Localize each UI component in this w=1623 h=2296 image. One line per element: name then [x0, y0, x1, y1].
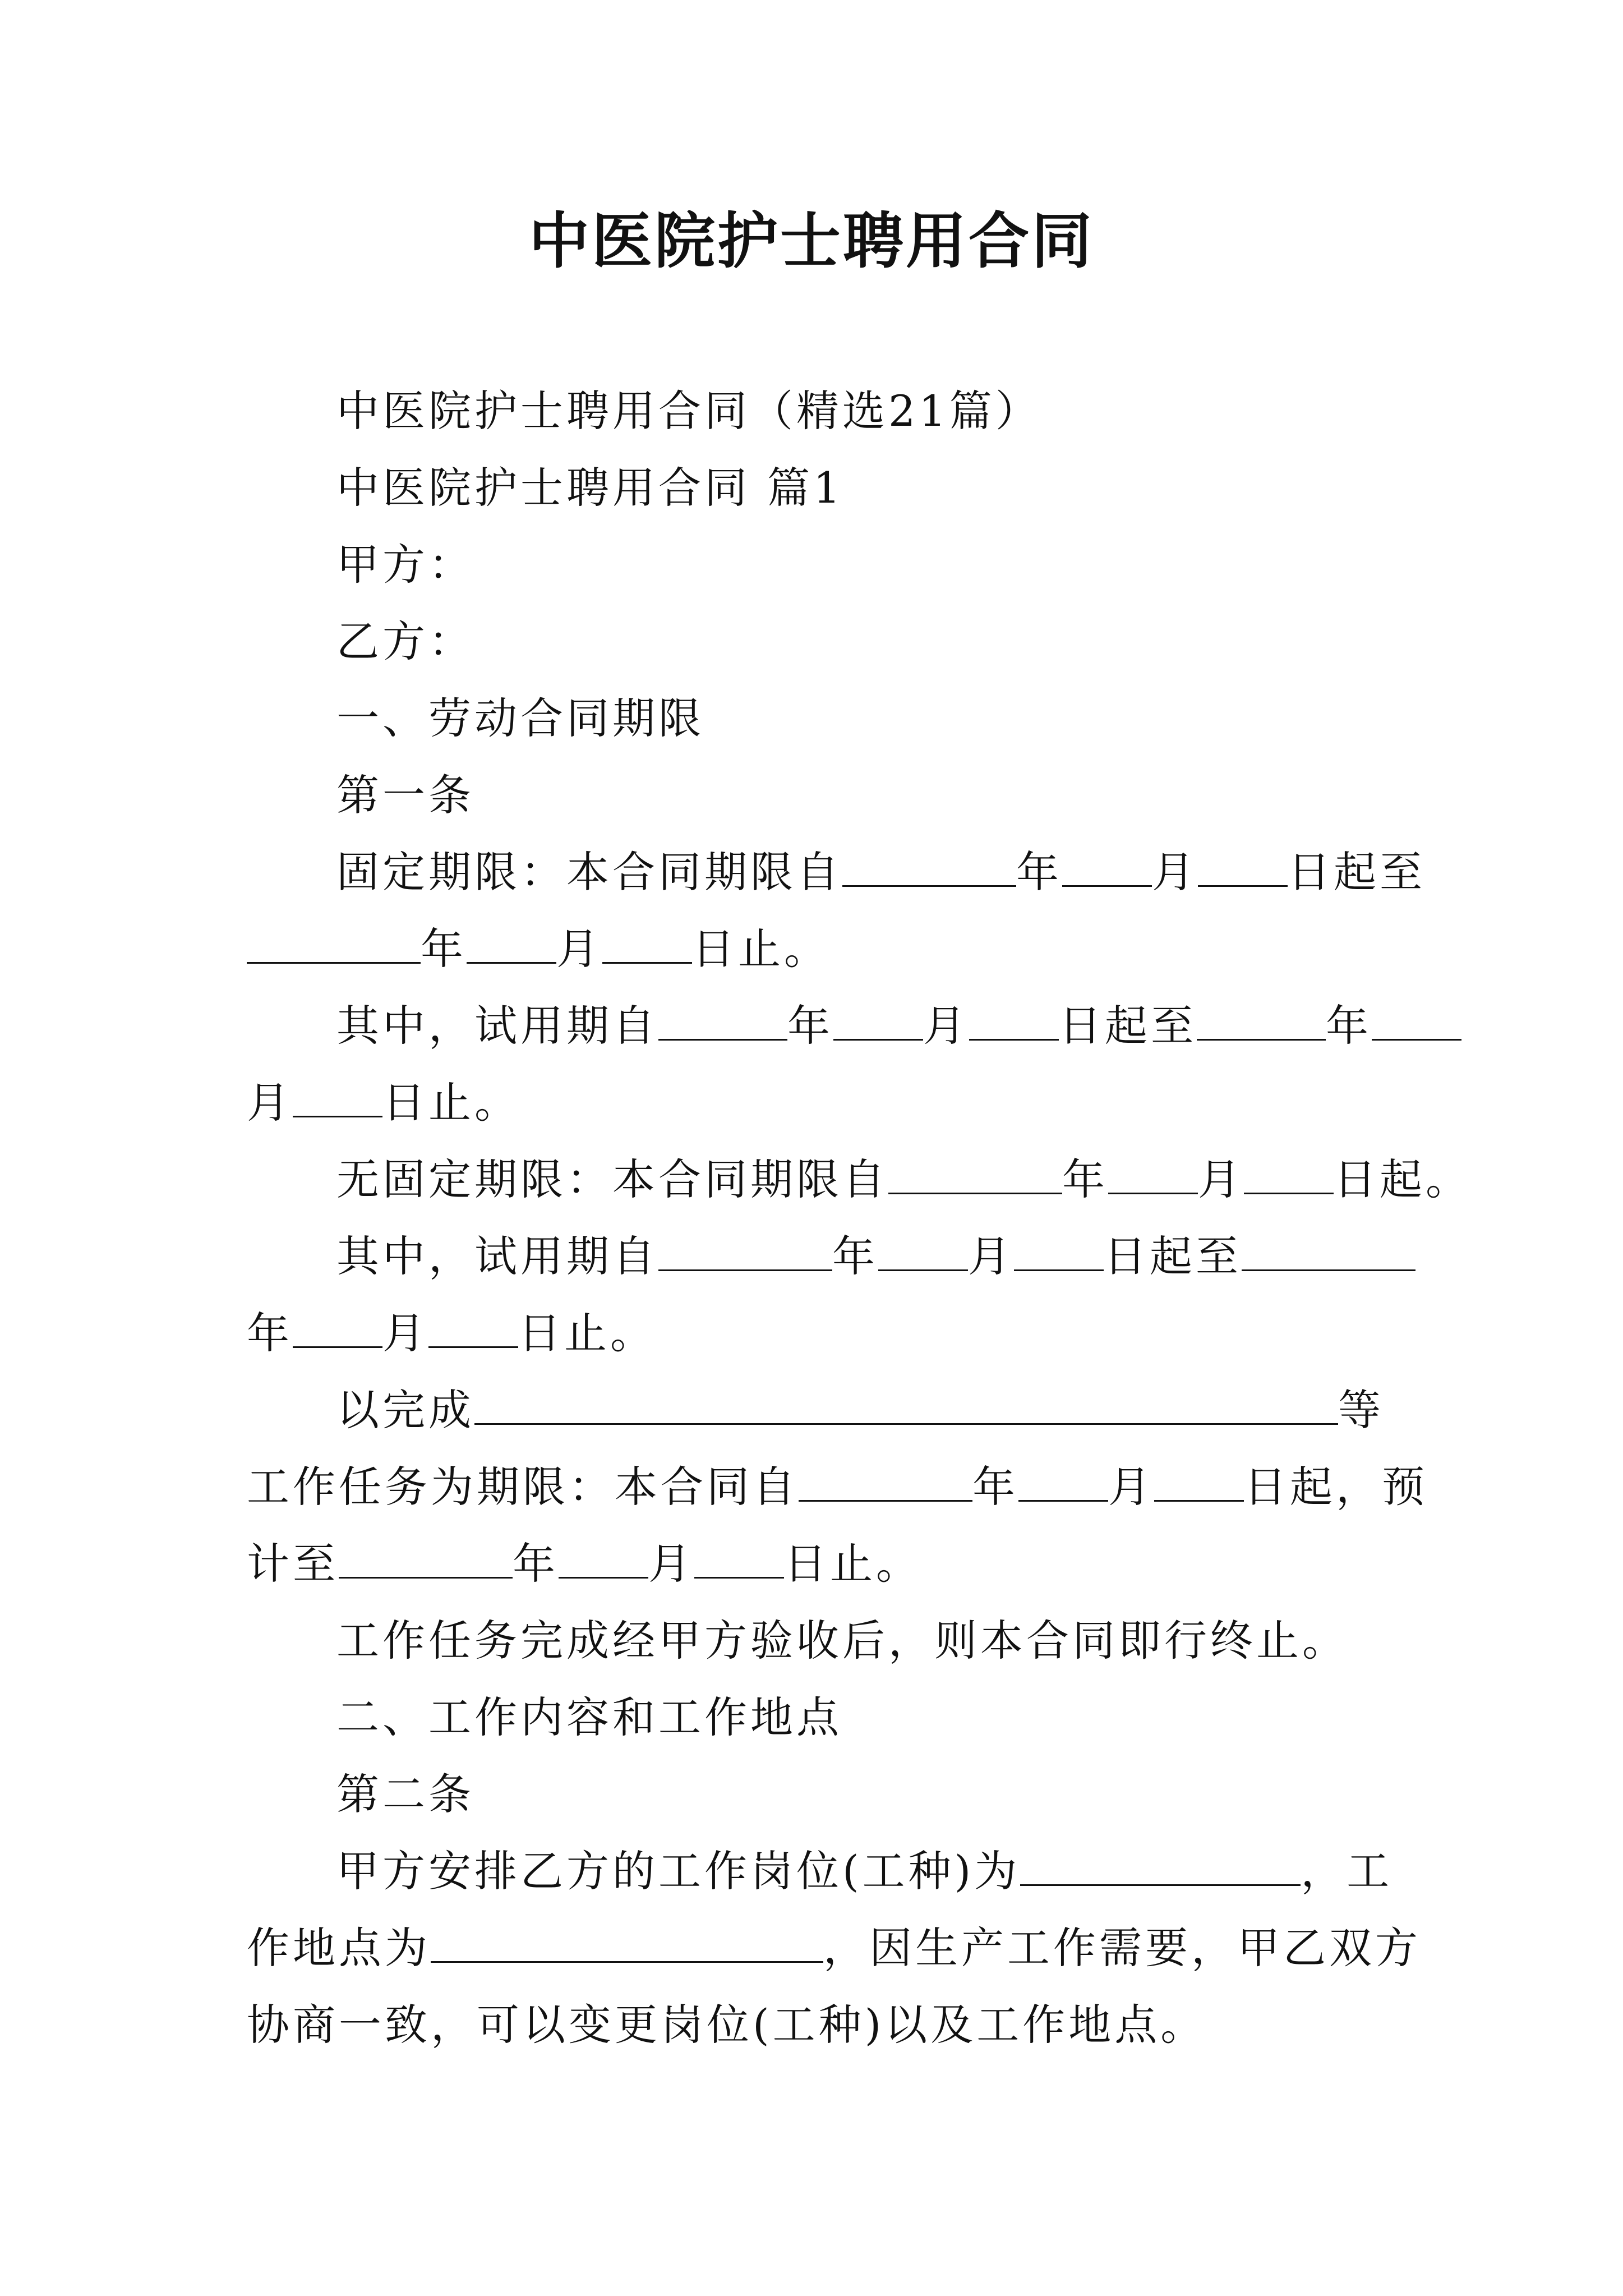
blank-field: [293, 1309, 382, 1348]
blank-field: [1197, 1002, 1326, 1041]
blank-field: [467, 925, 556, 964]
probation-line-1: 其中，试用期自 年 月 日起至 年: [247, 987, 1391, 1064]
blank-field: [1198, 848, 1288, 887]
blank-field: [431, 1924, 823, 1963]
blank-field: [1244, 1156, 1334, 1194]
article-2: 第二条: [336, 1769, 474, 1819]
blank-field: [247, 925, 421, 964]
blank-field: [1014, 1232, 1104, 1271]
blank-field: [1372, 1002, 1461, 1041]
termination-clause: 工作任务完成经甲方验收后，则本合同即行终止。: [336, 1616, 1348, 1665]
blank-field: [878, 1232, 968, 1271]
document-body: [247, 372, 1472, 2063]
open-term-line: 无固定期限：本合同期限自 年 月 日起。: [336, 1154, 1472, 1204]
fixed-term-line-1: 固定期限：本合同期限自 年 月 日起至: [336, 847, 1426, 897]
party-a: 甲方：: [336, 540, 474, 590]
blank-field: [339, 1540, 513, 1579]
document-title: 中医院护士聘用合同: [528, 206, 1094, 277]
blank-field: [842, 848, 1016, 887]
blank-field: [428, 1309, 518, 1348]
blank-field: [474, 1386, 1338, 1425]
task-term-line-2: 工作任务为期限：本合同自 年 月 日起，预: [247, 1462, 1428, 1512]
fixed-term-line-2: 年 月 日止。: [247, 910, 1391, 987]
probation-line-2: 月 日止。: [247, 1078, 520, 1128]
probation-2-line-2: 年 月 日止。: [247, 1308, 656, 1358]
clause-heading-1: 一、劳动合同期限: [336, 693, 704, 743]
job-line-1: 甲方安排乙方的工作岗位(工种)为 ，工: [336, 1846, 1393, 1896]
blank-field: [559, 1540, 648, 1579]
blank-field: [799, 1463, 972, 1502]
subtitle: 中医院护士聘用合同（精选21篇）: [336, 386, 1041, 436]
blank-field: [1018, 1463, 1108, 1502]
article-1: 第一条: [336, 770, 474, 820]
blank-field: [969, 1002, 1059, 1041]
probation-2-line-1: 其中，试用期自 年 月 日起至: [247, 1218, 1391, 1295]
blank-field: [658, 1232, 832, 1271]
blank-field: [694, 1540, 784, 1579]
blank-field: [1020, 1847, 1301, 1886]
blank-field: [293, 1079, 382, 1117]
blank-field: [1242, 1232, 1415, 1271]
blank-field: [1062, 848, 1152, 887]
blank-field: [833, 1002, 923, 1041]
section-heading: 中医院护士聘用合同 篇1: [336, 463, 844, 513]
blank-field: [658, 1002, 787, 1041]
blank-field: [888, 1156, 1062, 1194]
blank-field: [602, 925, 692, 964]
job-line-2: 作地点为 ，因生产工作需要，甲乙双方: [247, 1923, 1421, 1973]
task-term-line-3: 计至 年 月 日止。: [247, 1539, 922, 1589]
party-b: 乙方：: [336, 616, 474, 666]
clause-heading-2: 二、工作内容和工作地点: [336, 1692, 842, 1742]
blank-field: [1154, 1463, 1244, 1502]
blank-field: [1108, 1156, 1198, 1194]
job-line-3: 协商一致，可以变更岗位(工种)以及工作地点。: [247, 2000, 1207, 2050]
task-term-line-1: 以完成 等: [336, 1385, 1384, 1435]
